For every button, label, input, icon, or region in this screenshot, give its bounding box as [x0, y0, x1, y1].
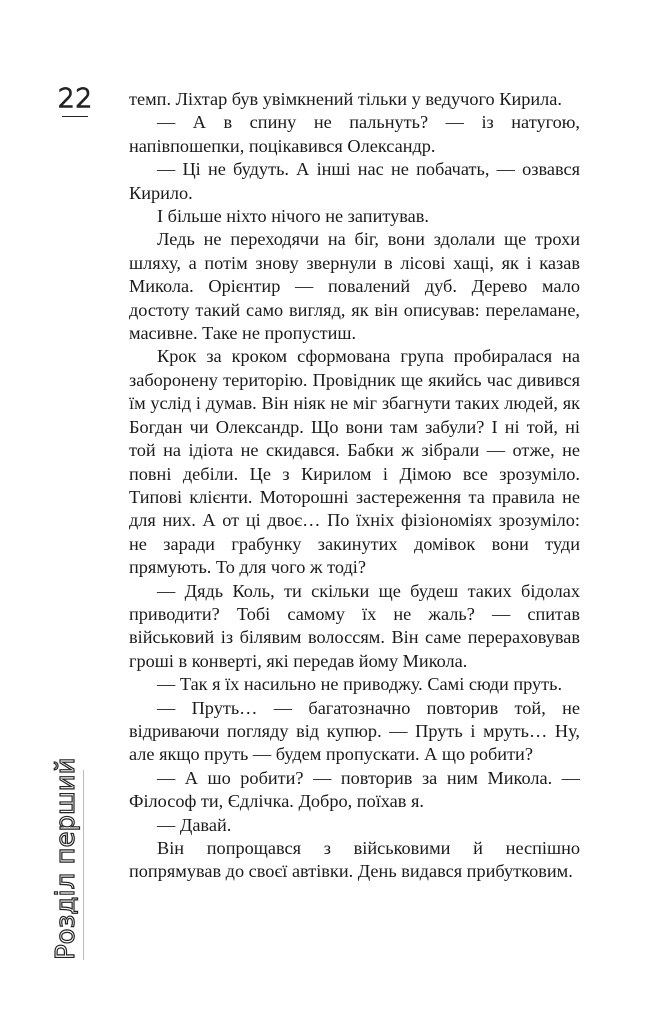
paragraph: Крок за кроком сформована група пробиралася на заборонену територію. Провідник ще якийсь час дивився їм услід і думав. Він ніяк не міг збагнути таких людей, як Богдан чи Олександр. Що вони там забули? І ні той, ні той на ідіота не скидався. Бабки ж зібрали — отже, не повні дебіли. Це з Кирилом і Дімою все зрозуміло. Типові клієнти. Моторошні застереження та правила не для них. А от ці двоє… По їхніх фізіономіях зрозуміло: не заради грабунку закинутих домівок вони туди прямують. То для чого ж тоді?: [129, 346, 580, 578]
chapter-side-rule: [83, 770, 84, 960]
paragraph: — А шо робити? — повторив за ним Микола. — Філософ ти, Єдлічка. Добро, поїхав я.: [129, 767, 580, 812]
paragraph: — Ці не будуть. А інші нас не побачать, — озвався Кирило.: [129, 159, 580, 203]
page-number-underline: [62, 116, 88, 117]
paragraph: — Давай.: [157, 814, 232, 835]
page-number: 22: [58, 84, 94, 114]
paragraph: — Пруть… — багатозначно повторив той, не відриваючи погляду від купюр. — Пруть і мруть… Ну, але якщо пруть — будем пропускати. А що робити?: [129, 697, 580, 765]
paragraph: І більше ніхто нічого не запитував.: [157, 206, 429, 227]
paragraph: — А в спину не пальнуть? — із натугою, напівпошепки, поцікавився Олександр.: [129, 112, 580, 156]
paragraph: Ледь не переходячи на біг, вони здолали ще трохи шляху, а потім знову звернули в лісові хащі, як і казав Микола. Орієнтир — повалений дуб. Дерево мало достоту такий само вигляд, як він описував: переламане, масивне. Таке не пропустиш.: [129, 229, 580, 344]
body-text: [129, 88, 580, 884]
paragraph: темп. Ліхтар був увімкнений тільки у ведучого Кирила.: [129, 89, 562, 109]
paragraph: — Так я їх насильно не приводжу. Самі сюди пруть.: [157, 674, 563, 695]
chapter-title-vertical: Розділ перший: [51, 757, 81, 960]
paragraph: — Дядь Коль, ти скільки ще будеш таких бідолах приводити? Тобі самому їх не жаль? — спитав військовий із білявим волоссям. Він саме перераховував гроші в конверті, які передав йому Микола.: [129, 580, 580, 671]
paragraph: Він попрощався з військовими й неспішно попрямував до своєї автівки. День видався прибутковим.: [129, 838, 580, 882]
